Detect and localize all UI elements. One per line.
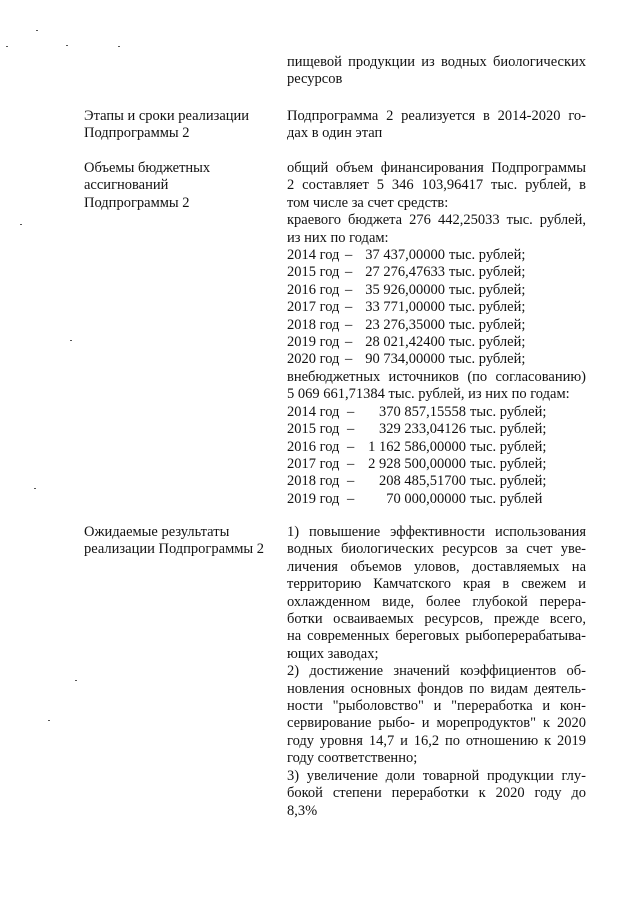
budget-intro-line: том числе за счет средств: bbox=[287, 194, 449, 211]
scan-speck bbox=[36, 30, 38, 31]
intro-continuation bbox=[287, 54, 586, 89]
extra-year-row: 2015 год – 329 233,04126 тыс. рублей; bbox=[287, 421, 547, 438]
budget-label: Объемы бюджетных ассигнований Подпрограммы 2 bbox=[84, 160, 211, 211]
regional-funding-list bbox=[287, 247, 586, 369]
results-line: 8,3% bbox=[287, 802, 318, 819]
scan-speck bbox=[66, 45, 68, 46]
results-line: личения объемов уловов, доставляемых на bbox=[287, 558, 586, 575]
results-line: ющих заводах; bbox=[287, 645, 379, 662]
results-line: на современных береговых рыбоперерабатыва- bbox=[287, 628, 586, 645]
scan-speck bbox=[34, 488, 36, 489]
results-line: 1) повышение эффективности использования bbox=[287, 524, 586, 540]
scan-speck bbox=[75, 680, 77, 681]
regional-year-row: 2014 год – 37 437,00000 тыс. рублей; bbox=[287, 247, 526, 264]
scan-speck bbox=[20, 224, 22, 225]
stages-value: Подпрограмма 2 реализуется в 2014-2020 го- дах в один этап bbox=[287, 108, 586, 142]
results-line: водных биологических ресурсов за счет уве- bbox=[287, 541, 586, 558]
extra-year-row: 2017 год – 2 928 500,00000 тыс. рублей; bbox=[287, 455, 547, 472]
regional-year-row: 2019 год – 28 021,42400 тыс. рублей; bbox=[287, 334, 526, 351]
scan-speck bbox=[48, 720, 50, 721]
intro-line: пищевой продукции из водных биологических bbox=[287, 54, 586, 70]
regional-year-row: 2018 год – 23 276,35000 тыс. рублей; bbox=[287, 316, 526, 333]
results-line: новления основных фондов по видам деятель- bbox=[287, 680, 586, 697]
regional-header-line: краевого бюджета 276 442,25033 тыс. рублей, bbox=[287, 212, 586, 229]
scan-speck bbox=[6, 46, 8, 47]
extra-header-line: 5 069 661,71384 тыс. рублей, из них по годам: bbox=[287, 386, 570, 403]
regional-year-row: 2020 год – 90 734,00000 тыс. рублей; bbox=[287, 351, 526, 368]
extra-year-row: 2019 год – 70 000,00000 тыс. рублей bbox=[287, 490, 543, 507]
extra-year-row: 2016 год – 1 162 586,00000 тыс. рублей; bbox=[287, 438, 547, 455]
budget-intro-line: 2 составляет 5 346 103,96417 тыс. рублей, в bbox=[287, 177, 586, 194]
results-line: охлажденном виде, более глубокой перера- bbox=[287, 593, 586, 610]
results-line: сервирование рыбо- и морепродуктов" к 2020 bbox=[287, 715, 586, 732]
regional-year-row: 2016 год – 35 926,00000 тыс. рублей; bbox=[287, 281, 526, 298]
extra-header-line: внебюджетных источников (по согласованию) bbox=[287, 368, 586, 385]
results-line: территорию Камчатского края в свежем и bbox=[287, 576, 586, 593]
results-line: бокой степени переработки к 2020 году до bbox=[287, 785, 586, 802]
results-line: 3) увеличение доли товарной продукции глу- bbox=[287, 767, 586, 784]
results-line: году соответственно; bbox=[287, 750, 418, 767]
results-line: 2) достижение значений коэффициентов об- bbox=[287, 663, 586, 680]
extra-funding-list bbox=[287, 404, 586, 508]
results-line: ности "рыболовство" и "переработка и кон- bbox=[287, 698, 586, 715]
budget-intro-line: общий объем финансирования Подпрограммы bbox=[287, 160, 586, 176]
budget-value bbox=[287, 160, 586, 508]
regional-year-row: 2017 год – 33 771,00000 тыс. рублей; bbox=[287, 299, 526, 316]
scan-speck bbox=[70, 340, 72, 341]
stages-label: Этапы и сроки реализации Подпрограммы 2 bbox=[84, 108, 250, 142]
results-label: Ожидаемые результаты реализации Подпрограммы 2 bbox=[84, 524, 265, 558]
extra-year-row: 2014 год – 370 857,15558 тыс. рублей; bbox=[287, 403, 547, 420]
intro-line: ресурсов bbox=[287, 71, 343, 88]
extra-year-row: 2018 год – 208 485,51700 тыс. рублей; bbox=[287, 473, 547, 490]
regional-year-row: 2015 год – 27 276,47633 тыс. рублей; bbox=[287, 264, 526, 281]
regional-header-line: из них по годам: bbox=[287, 229, 389, 246]
results-line: году уровня 14,7 и 16,2 по отношению к 2019 bbox=[287, 732, 586, 749]
results-line: ботки осваиваемых ресурсов, прежде всего, bbox=[287, 611, 586, 628]
scan-speck bbox=[118, 46, 120, 47]
results-value bbox=[287, 524, 586, 820]
